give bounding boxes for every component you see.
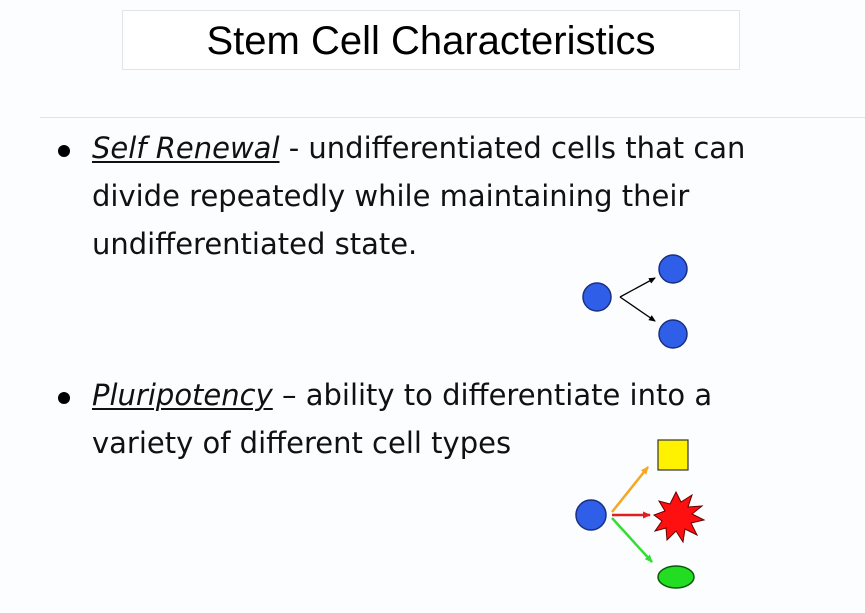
bullet-2-text: ability to differentiate into a: [305, 378, 713, 412]
title-box: [122, 10, 740, 70]
bullet-2-term: Pluripotency: [92, 378, 273, 412]
division-arrow-up: [620, 278, 655, 297]
division-arrow-down: [620, 297, 655, 321]
square-cell-icon: [658, 440, 688, 470]
bullet-1-dot: [58, 145, 70, 157]
daughter-cell-bottom-icon: [659, 320, 687, 348]
bullet-1-text: undifferentiated cells that can: [308, 131, 746, 165]
slide-title: Stem Cell Characteristics: [206, 19, 656, 63]
cell-division-diagram: [575, 248, 695, 358]
daughter-cell-top-icon: [659, 255, 687, 283]
title-divider: [40, 117, 865, 118]
parent-cell-icon: [583, 283, 611, 311]
stem-cell-icon: [576, 500, 606, 530]
star-cell-icon: [654, 492, 704, 542]
bullet-2-separator: –: [272, 378, 306, 412]
bullet-2-dot: [58, 392, 70, 404]
bullet-1-line-3: undifferentiated state.: [92, 227, 418, 261]
oval-cell-icon: [658, 566, 694, 588]
bullet-1-term: Self Renewal: [92, 131, 280, 165]
differentiation-arrow-orange: [612, 467, 648, 512]
bullet-2-line-2: variety of different cell types: [92, 426, 512, 460]
bullet-2-line-1: [92, 372, 712, 418]
bullet-1-separator: -: [279, 131, 309, 165]
differentiation-arrow-green: [612, 518, 652, 562]
cell-differentiation-diagram: [570, 432, 720, 597]
bullet-1-line-1: [92, 125, 745, 171]
bullet-1-line-2: divide repeatedly while maintaining their: [92, 179, 690, 213]
